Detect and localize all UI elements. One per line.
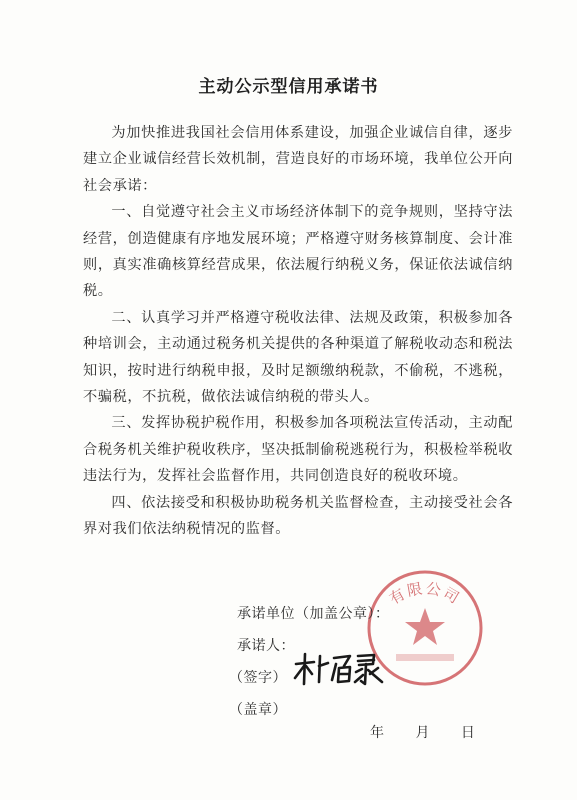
promising-unit-label: 承诺单位（加盖公章）： [237, 606, 390, 622]
handwritten-signature [292, 650, 392, 686]
date-month: 月 [415, 725, 430, 741]
document-body [83, 120, 513, 543]
date-line [370, 722, 501, 742]
paragraph-item-3: 三、发挥协税护税作用，积极参加各项税法宣传活动，主动配合税务机关维护税收秩序，坚决抵制偷税逃税行为，积极检举税收违法行为，发挥社会监督作用，共同创造良好的税收环境。 [83, 415, 513, 485]
paragraph-item-2: 二、认真学习并严格遵守税收法律、法规及政策，积极参加各种培训会，主动通过税务机关提供的各种渠道了解税收动态和税法知识，按时进行纳税申报，及时足额缴纳税款，不偷税，不逃税，不骗税，不抗税，做依法诚信纳税的带头人。 [83, 309, 513, 406]
paragraph-item-4: 四、依法接受和积极协助税务机关监督检查，主动接受社会各界对我们依法纳税情况的监督。 [83, 494, 513, 538]
date-day: 日 [460, 725, 476, 741]
date-year: 年 [370, 725, 385, 741]
paragraph-intro: 为加快推进我国社会信用体系建设，加强企业诚信自律，逐步建立企业诚信经营长效机制，营造良好的市场环境，我单位公开向社会承诺： [83, 125, 513, 194]
paragraph-item-1: 一、自觉遵守社会主义市场经济体制下的竞争规则，坚持守法经营，创造健康有序地发展环境；严格遵守财务核算制度、会计准则，真实准确核算经营成果，依法履行纳税义务，保证依法诚信纳税。 [83, 204, 513, 300]
seal-text: 有限公司 [386, 579, 464, 609]
promisor-label: 承诺人： [237, 638, 295, 654]
svg-text:有限公司 [386, 579, 464, 608]
sign-label: （签字） [229, 670, 287, 686]
stamp-label: （盖章） [229, 702, 287, 718]
document-title: 主动公示型信用承诺书 [198, 77, 379, 97]
